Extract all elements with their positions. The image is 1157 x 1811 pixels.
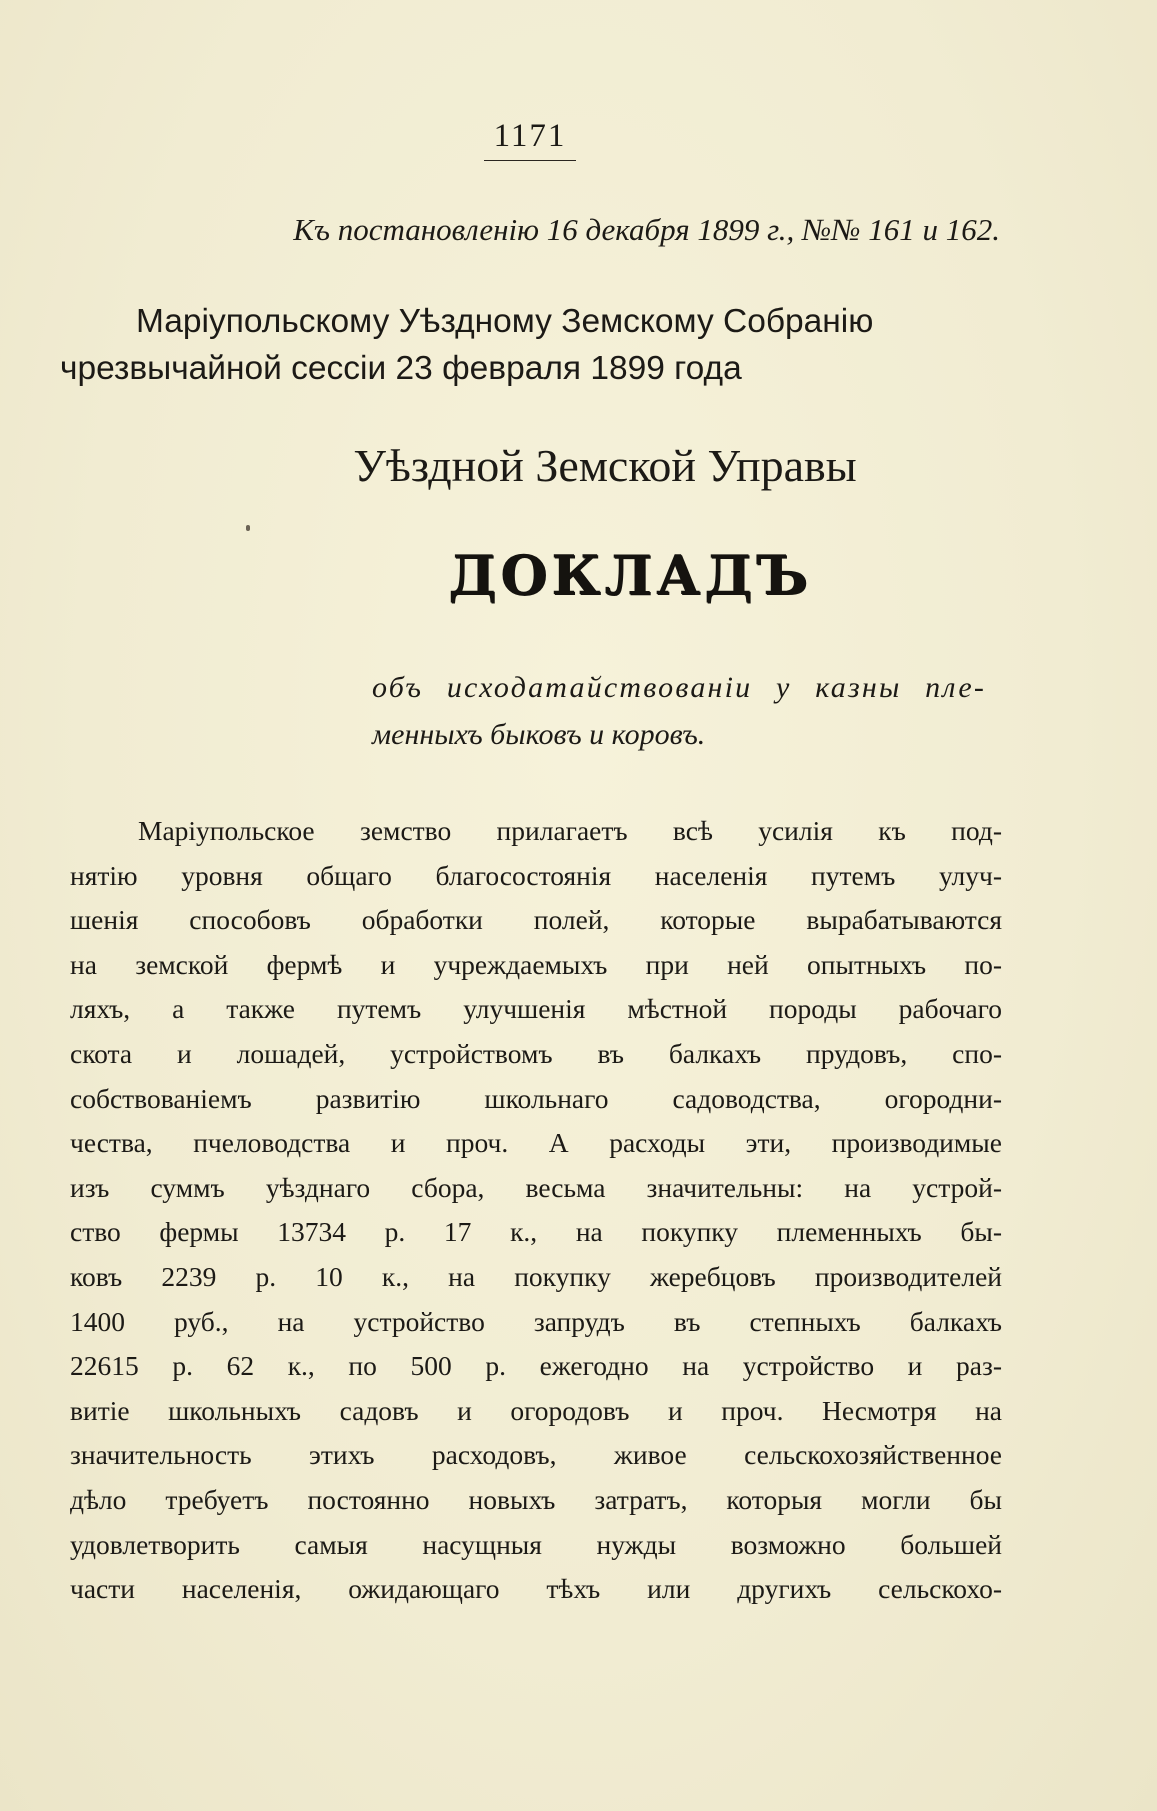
resolution-reference: Къ постановленію 16 декабря 1899 г., №№ 161 и 162. <box>293 212 1000 247</box>
body-line: шенія способовъ обработки полей, которые вырабатываются <box>70 904 1002 936</box>
body-line: собствованіемъ развитію школьнаго садоводства, огородни- <box>70 1082 1002 1114</box>
subject-line-2: менныхъ быковъ и коровъ. <box>372 718 706 751</box>
body-line: дѣло требуетъ постоянно новыхъ затратъ, которыя могли бы <box>70 1483 1002 1515</box>
body-line: значительность этихъ расходовъ, живое сельскохозяйственное <box>70 1439 1002 1471</box>
body-line: скота и лошадей, устройствомъ въ балкахъ прудовъ, спо- <box>70 1037 1002 1069</box>
body-line: Маріупольское земство прилагаетъ всѣ усилія къ под- <box>138 815 1002 846</box>
body-line: 22615 р. 62 к., по 500 р. ежегодно на устройство и раз- <box>70 1350 1002 1382</box>
body-line: части населенія, ожидающаго тѣхъ или другихъ сельскохо- <box>70 1573 1002 1605</box>
body-line: чества, пчеловодства и проч. А расходы эти, производимые <box>70 1127 1002 1159</box>
body-line: ляхъ, а также путемъ улучшенія мѣстной породы рабочаго <box>70 993 1002 1025</box>
addressee-line-1: Маріупольскому Уѣздному Земскому Собранію <box>136 303 874 340</box>
body-line: удовлетворить самыя насущныя нужды возможно большей <box>70 1528 1002 1560</box>
paper-speck <box>246 525 250 531</box>
body-line: ство фермы 13734 р. 17 к., на покупку племенныхъ бы- <box>70 1216 1002 1248</box>
addressee <box>60 298 1120 392</box>
body-line: витіе школьныхъ садовъ и огородовъ и проч. Несмотря на <box>70 1394 1002 1426</box>
report-subject <box>372 664 1008 758</box>
body-line: нятію уровня общаго благосостоянія населенія путемъ улуч- <box>70 859 1002 891</box>
page-number: 1171 <box>484 118 576 161</box>
body-paragraph <box>70 809 1002 1612</box>
body-line: на земской фермѣ и учреждаемыхъ при ней опытныхъ по- <box>70 948 1002 980</box>
board-heading: Уѣздной Земской Управы <box>353 440 857 491</box>
body-line: 1400 руб., на устройство запрудъ въ степныхъ балкахъ <box>70 1305 1002 1337</box>
addressee-line-2: чрезвычайной сессіи 23 февраля 1899 года <box>60 350 742 387</box>
body-line: ковъ 2239 р. 10 к., на покупку жеребцовъ производителей <box>70 1260 1002 1292</box>
subject-line-1: объ исходатайствованіи у казны пле- <box>372 671 987 704</box>
report-title: ДОКЛАДЪ <box>448 543 812 607</box>
body-line: изъ суммъ уѣзднаго сбора, весьма значительны: на устрой- <box>70 1171 1002 1203</box>
